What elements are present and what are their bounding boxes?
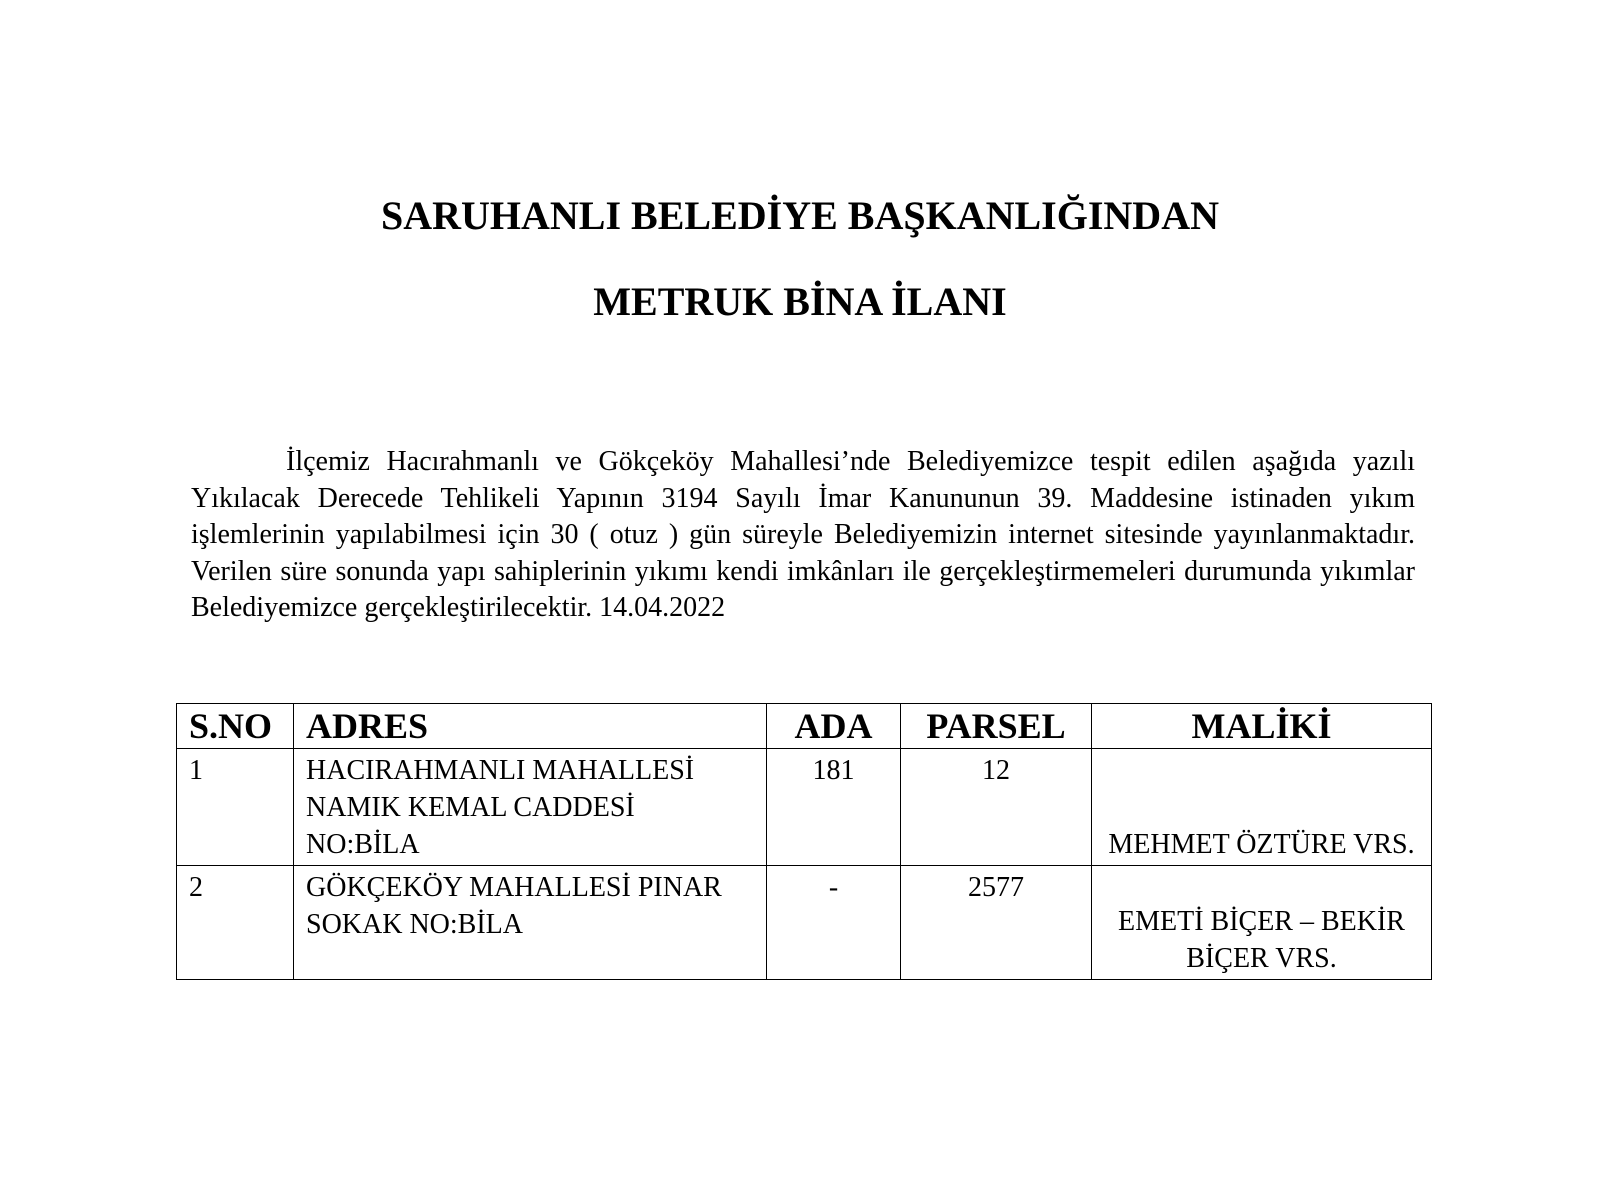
cell-malik: MEHMET ÖZTÜRE VRS. [1092,749,1432,866]
page-subtitle: METRUK BİNA İLANI [593,279,1007,324]
table-header-row [177,704,1432,749]
header-sno: S.NO [177,704,294,749]
table-row [177,866,1432,980]
cell-sno: 1 [177,749,294,866]
cell-ada: - [767,866,901,980]
cell-adres: HACIRAHMANLI MAHALLESİ NAMIK KEMAL CADDESİ NO:BİLA [294,749,767,866]
header-malik: MALİKİ [1092,704,1432,749]
cell-malik: EMETİ BİÇER – BEKİR BİÇER VRS. [1092,866,1432,980]
header-parsel: PARSEL [901,704,1092,749]
header-adres: ADRES [294,704,767,749]
building-table [176,703,1432,980]
cell-parsel: 2577 [901,866,1092,980]
cell-ada: 181 [767,749,901,866]
page-title: SARUHANLI BELEDİYE BAŞKANLIĞINDAN [381,193,1219,238]
cell-adres: GÖKÇEKÖY MAHALLESİ PINAR SOKAK NO:BİLA [294,866,767,980]
cell-parsel: 12 [901,749,1092,866]
notice-paragraph: İlçemiz Hacırahmanlı ve Gökçeköy Mahallesi’nde Belediyemizce tespit edilen aşağıda yazılı Yıkılacak Derecede Tehlikeli Yapının 3194 Sayılı İmar Kanununun 39. Maddesine istinaden yıkım işlemlerinin yapılabilmesi için 30 ( otuz ) gün süreyle Belediyemizin internet sitesinde yayınlanmaktadır. Verilen süre sonunda yapı sahiplerinin yıkımı kendi imkânları ile gerçekleştirmemeleri durumunda yıkımlar Belediyemizce gerçekleştirilecektir. 14.04.2022 [191,446,1415,623]
table-row [177,749,1432,866]
cell-sno: 2 [177,866,294,980]
header-ada: ADA [767,704,901,749]
